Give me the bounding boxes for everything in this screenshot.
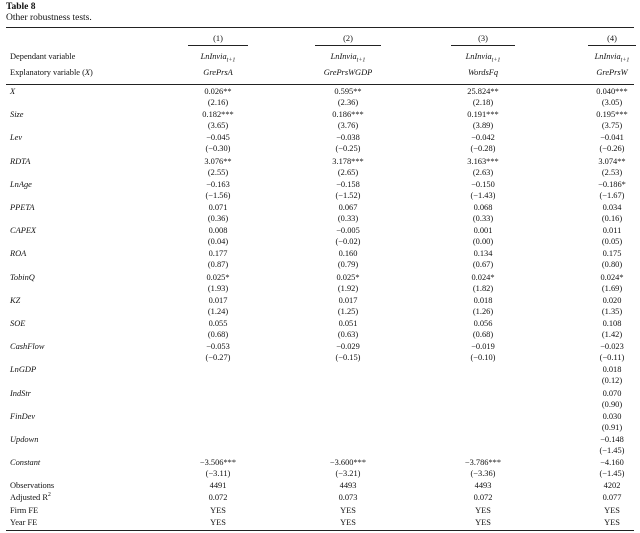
coefficient-cell: 0.025* <box>206 273 230 282</box>
row-label: SOE <box>10 319 26 328</box>
t-stat-cell: (−3.21) <box>335 469 361 478</box>
coefficient-cell: −3.786*** <box>464 458 502 467</box>
explanatory-variable-value: GrePrsW <box>596 68 628 77</box>
row-label: KZ <box>10 296 21 305</box>
row-label: X <box>10 87 16 96</box>
coefficient-cell: −0.045 <box>206 133 230 142</box>
row-label: Updown <box>10 435 39 444</box>
column-rule <box>315 45 381 46</box>
coefficient-cell: 0.030 <box>602 412 622 421</box>
t-stat-cell: (−0.11) <box>599 353 625 362</box>
coefficient-cell: 0.020 <box>602 296 622 305</box>
t-stat-cell: (−0.25) <box>335 144 361 153</box>
t-stat-cell: (−3.36) <box>470 469 496 478</box>
footer-label <box>10 481 54 491</box>
row-label: Lev <box>10 133 23 142</box>
t-stat-cell: (1.92) <box>337 284 359 293</box>
t-stat-cell: (0.00) <box>472 237 494 246</box>
row-label: CashFlow <box>10 342 45 351</box>
dep-variable-subscript: t+1 <box>226 57 236 64</box>
t-stat-cell: (0.91) <box>601 423 623 432</box>
t-stat-cell: (0.79) <box>337 260 359 269</box>
explanatory-variable-value: GrePrsWGDP <box>323 68 373 77</box>
t-stat-cell: (3.75) <box>601 121 623 130</box>
row-label: RDTA <box>10 157 31 166</box>
t-stat-cell: (1.82) <box>472 284 494 293</box>
t-stat-cell: (−0.02) <box>335 237 361 246</box>
coefficient-cell: −3.506*** <box>199 458 237 467</box>
footer-value: 0.073 <box>338 493 358 502</box>
t-stat-cell: (3.05) <box>601 98 623 107</box>
footer-value: YES <box>210 506 226 515</box>
footer-label-superscript: 2 <box>47 492 51 499</box>
t-stat-cell: (2.55) <box>207 168 229 177</box>
coefficient-cell: 0.108 <box>602 319 622 328</box>
t-stat-cell: (−0.27) <box>205 353 231 362</box>
coefficient-cell: 0.191*** <box>467 110 499 119</box>
coefficient-cell: −0.019 <box>471 342 495 351</box>
dep-variable-base: LnInvia <box>465 52 492 61</box>
t-stat-cell: (0.12) <box>601 376 623 385</box>
footer-label-text: Observations <box>10 481 55 490</box>
dep-variable-value <box>331 52 366 62</box>
t-stat-cell: (2.18) <box>472 98 494 107</box>
header-rule <box>6 84 634 85</box>
t-stat-cell: (1.93) <box>207 284 229 293</box>
dep-variable-value <box>466 52 501 62</box>
column-number: (4) <box>607 34 617 43</box>
coefficient-cell: 0.024* <box>600 273 624 282</box>
footer-label <box>10 493 51 503</box>
dep-variable-subscript: t+1 <box>620 57 630 64</box>
t-stat-cell: (−0.10) <box>470 353 496 362</box>
coefficient-cell: 0.017 <box>208 296 228 305</box>
coefficient-cell: 0.071 <box>208 203 228 212</box>
coefficient-cell: 0.034 <box>602 203 622 212</box>
t-stat-cell: (2.63) <box>472 168 494 177</box>
t-stat-cell: (0.90) <box>601 400 623 409</box>
footer-value: 4491 <box>209 481 227 490</box>
row-label: CAPEX <box>10 226 37 235</box>
t-stat-cell: (0.68) <box>207 330 229 339</box>
explanatory-variable-value: GrePrsA <box>203 68 233 77</box>
coefficient-cell: −4.160 <box>600 458 624 467</box>
footer-value: 4493 <box>339 481 357 490</box>
coefficient-cell: −0.158 <box>336 180 360 189</box>
coefficient-cell: 0.055 <box>208 319 228 328</box>
t-stat-cell: (−1.67) <box>599 191 625 200</box>
table-title: Other robustness tests. <box>6 13 92 23</box>
coefficient-cell: 0.018 <box>473 296 493 305</box>
coefficient-cell: −0.023 <box>600 342 624 351</box>
coefficient-cell: 0.182*** <box>202 110 234 119</box>
coefficient-cell: 0.195*** <box>596 110 628 119</box>
footer-value: YES <box>475 506 491 515</box>
t-stat-cell: (−1.52) <box>335 191 361 200</box>
t-stat-cell: (−1.45) <box>599 446 625 455</box>
dep-variable-value <box>595 52 630 62</box>
footer-value: YES <box>210 518 226 527</box>
coefficient-cell: 0.134 <box>473 249 493 258</box>
coefficient-cell: 0.025* <box>336 273 360 282</box>
footer-value: YES <box>604 506 620 515</box>
t-stat-cell: (−0.15) <box>335 353 361 362</box>
row-label: FinDev <box>10 412 36 421</box>
dep-variable-base: LnInvia <box>594 52 621 61</box>
coefficient-cell: 0.040*** <box>596 87 628 96</box>
top-rule <box>6 27 634 28</box>
t-stat-cell: (0.68) <box>472 330 494 339</box>
coefficient-cell: −0.163 <box>206 180 230 189</box>
t-stat-cell: (−0.30) <box>205 144 231 153</box>
t-stat-cell: (1.35) <box>601 307 623 316</box>
coefficient-cell: 0.056 <box>473 319 493 328</box>
t-stat-cell: (1.25) <box>337 307 359 316</box>
t-stat-cell: (0.67) <box>472 260 494 269</box>
t-stat-cell: (1.26) <box>472 307 494 316</box>
footer-value: YES <box>340 518 356 527</box>
footer-label-text: Adjusted R <box>10 493 48 502</box>
row-label: IndStr <box>10 389 31 398</box>
coefficient-cell: 0.175 <box>602 249 622 258</box>
t-stat-cell: (0.63) <box>337 330 359 339</box>
coefficient-cell: 3.163*** <box>467 157 499 166</box>
t-stat-cell: (−1.45) <box>599 469 625 478</box>
t-stat-cell: (2.53) <box>601 168 623 177</box>
coefficient-cell: 0.026** <box>204 87 232 96</box>
t-stat-cell: (−3.11) <box>205 469 231 478</box>
dep-variable-base: LnInvia <box>200 52 227 61</box>
row-label: Size <box>10 110 24 119</box>
explanatory-variable-value: WordsFq <box>467 68 499 77</box>
column-number: (2) <box>343 34 353 43</box>
coefficient-cell: 0.595** <box>334 87 362 96</box>
column-rule <box>588 45 636 46</box>
footer-value: YES <box>604 518 620 527</box>
coefficient-cell: −0.150 <box>471 180 495 189</box>
coefficient-cell: 0.011 <box>602 226 622 235</box>
t-stat-cell: (−1.43) <box>470 191 496 200</box>
column-rule <box>188 45 248 46</box>
column-number: (3) <box>478 34 488 43</box>
t-stat-cell: (0.33) <box>337 214 359 223</box>
footer-label <box>10 506 38 516</box>
row-label: TobinQ <box>10 273 35 282</box>
coefficient-cell: 0.186*** <box>332 110 364 119</box>
dep-variable-label: Dependant variable <box>10 52 76 61</box>
t-stat-cell: (2.16) <box>207 98 229 107</box>
footer-value: 4202 <box>603 481 621 490</box>
row-label: LnGDP <box>10 365 37 374</box>
coefficient-cell: −0.042 <box>471 133 495 142</box>
coefficient-cell: −0.148 <box>600 435 624 444</box>
coefficient-cell: 3.076** <box>204 157 232 166</box>
column-rule <box>451 45 515 46</box>
coefficient-cell: 25.824** <box>467 87 499 96</box>
t-stat-cell: (0.36) <box>207 214 229 223</box>
coefficient-cell: −0.186* <box>598 180 626 189</box>
coefficient-cell: 0.001 <box>473 226 493 235</box>
t-stat-cell: (3.76) <box>337 121 359 130</box>
row-label: Constant <box>10 458 41 467</box>
coefficient-cell: 0.068 <box>473 203 493 212</box>
coefficient-cell: −0.038 <box>336 133 360 142</box>
dep-variable-value <box>201 52 236 62</box>
coefficient-cell: −3.600*** <box>329 458 367 467</box>
coefficient-cell: −0.029 <box>336 342 360 351</box>
footer-value: 4493 <box>474 481 492 490</box>
t-stat-cell: (3.89) <box>472 121 494 130</box>
footer-value: YES <box>340 506 356 515</box>
coefficient-cell: 0.008 <box>208 226 228 235</box>
t-stat-cell: (1.24) <box>207 307 229 316</box>
t-stat-cell: (2.65) <box>337 168 359 177</box>
footer-value: 0.072 <box>473 493 493 502</box>
footer-value: YES <box>475 518 491 527</box>
t-stat-cell: (1.42) <box>601 330 623 339</box>
row-label: PPETA <box>10 203 35 212</box>
t-stat-cell: (0.04) <box>207 237 229 246</box>
footer-label-text: Year FE <box>10 518 38 527</box>
coefficient-cell: 3.178*** <box>332 157 364 166</box>
coefficient-cell: −0.053 <box>206 342 230 351</box>
coefficient-cell: 0.070 <box>602 389 622 398</box>
bottom-rule <box>6 530 634 531</box>
footer-value: 0.072 <box>208 493 228 502</box>
coefficient-cell: −0.041 <box>600 133 624 142</box>
t-stat-cell: (0.33) <box>472 214 494 223</box>
t-stat-cell: (0.80) <box>601 260 623 269</box>
t-stat-cell: (3.65) <box>207 121 229 130</box>
footer-label <box>10 518 37 528</box>
footer-value: 0.077 <box>602 493 622 502</box>
table-caption <box>6 2 92 24</box>
t-stat-cell: (−0.26) <box>599 144 625 153</box>
dep-variable-base: LnInvia <box>330 52 357 61</box>
coefficient-cell: 0.018 <box>602 365 622 374</box>
t-stat-cell: (0.87) <box>207 260 229 269</box>
t-stat-cell: (0.16) <box>601 214 623 223</box>
coefficient-cell: 0.160 <box>338 249 358 258</box>
coefficient-cell: 0.024* <box>471 273 495 282</box>
coefficient-cell: 0.017 <box>338 296 358 305</box>
coefficient-cell: −0.005 <box>336 226 360 235</box>
t-stat-cell: (1.69) <box>601 284 623 293</box>
coefficient-cell: 3.074** <box>598 157 626 166</box>
coefficient-cell: 0.051 <box>338 319 358 328</box>
coefficient-cell: 0.067 <box>338 203 358 212</box>
explanatory-variable-label: Explanatory variable (X) <box>10 68 93 77</box>
t-stat-cell: (−1.56) <box>205 191 231 200</box>
coefficient-cell: 0.177 <box>208 249 228 258</box>
dep-variable-subscript: t+1 <box>491 57 501 64</box>
row-label: LnAge <box>10 180 32 189</box>
column-number: (1) <box>213 34 223 43</box>
dep-variable-subscript: t+1 <box>356 57 366 64</box>
table-number: Table 8 <box>6 2 36 12</box>
t-stat-cell: (2.36) <box>337 98 359 107</box>
t-stat-cell: (−0.28) <box>470 144 496 153</box>
row-label: ROA <box>10 249 27 258</box>
t-stat-cell: (0.05) <box>601 237 623 246</box>
footer-label-text: Firm FE <box>10 506 39 515</box>
